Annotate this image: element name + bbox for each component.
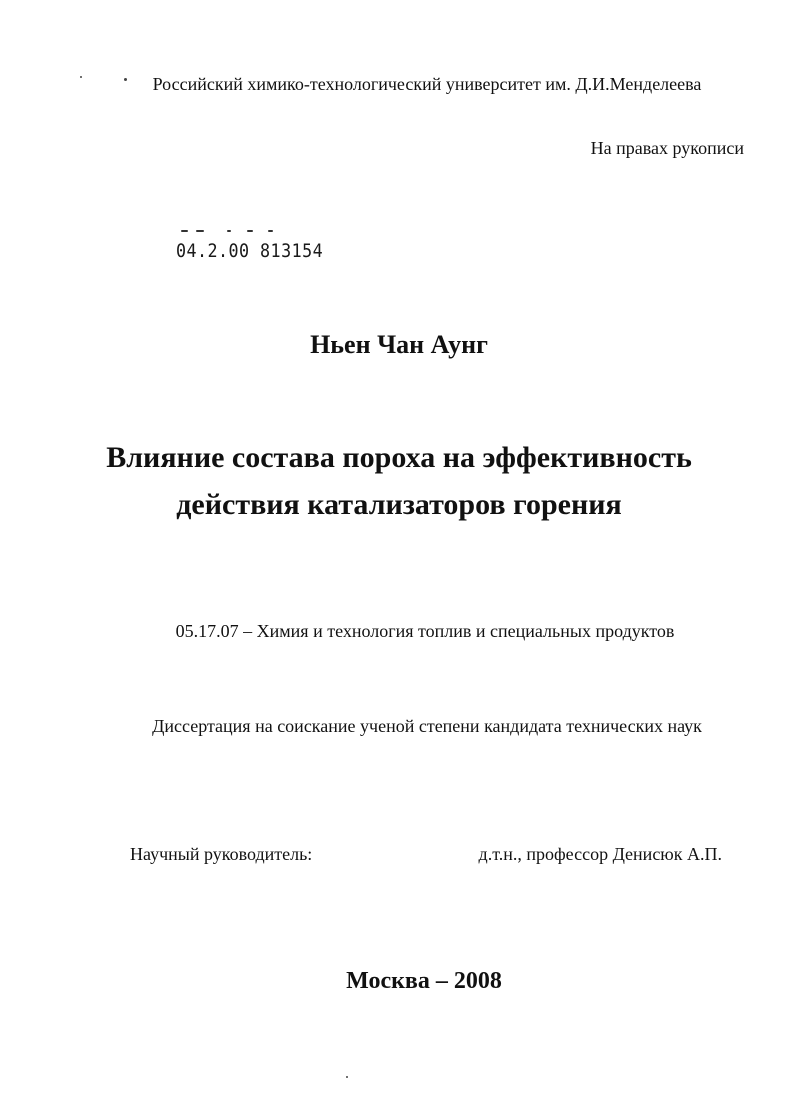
- library-stamp-number: 04.2.00 813154: [176, 240, 324, 262]
- university-name: Российский химико-технологический университет им. Д.И.Менделеева: [152, 74, 702, 94]
- stamp-marks: [181, 230, 341, 238]
- dissertation-title-line-2: действия катализаторов горения: [176, 488, 622, 521]
- specialty-code: 05.17.07 – Химия и технология топлив и специальных продуктов: [175, 621, 675, 641]
- supervisor-name: д.т.н., профессор Денисюк А.П.: [478, 844, 722, 864]
- degree-statement: Диссертация на соискание ученой степени кандидата технических наук: [152, 716, 702, 736]
- author-name: Ньен Чан Аунг: [310, 330, 488, 359]
- dissertation-title-line-1: Влияние состава пороха на эффективность: [106, 441, 692, 474]
- scan-speck: [346, 1076, 348, 1078]
- manuscript-rights-note: На правах рукописи: [590, 138, 744, 158]
- city-year: Москва – 2008: [346, 968, 502, 994]
- supervisor-label: Научный руководитель:: [130, 844, 313, 864]
